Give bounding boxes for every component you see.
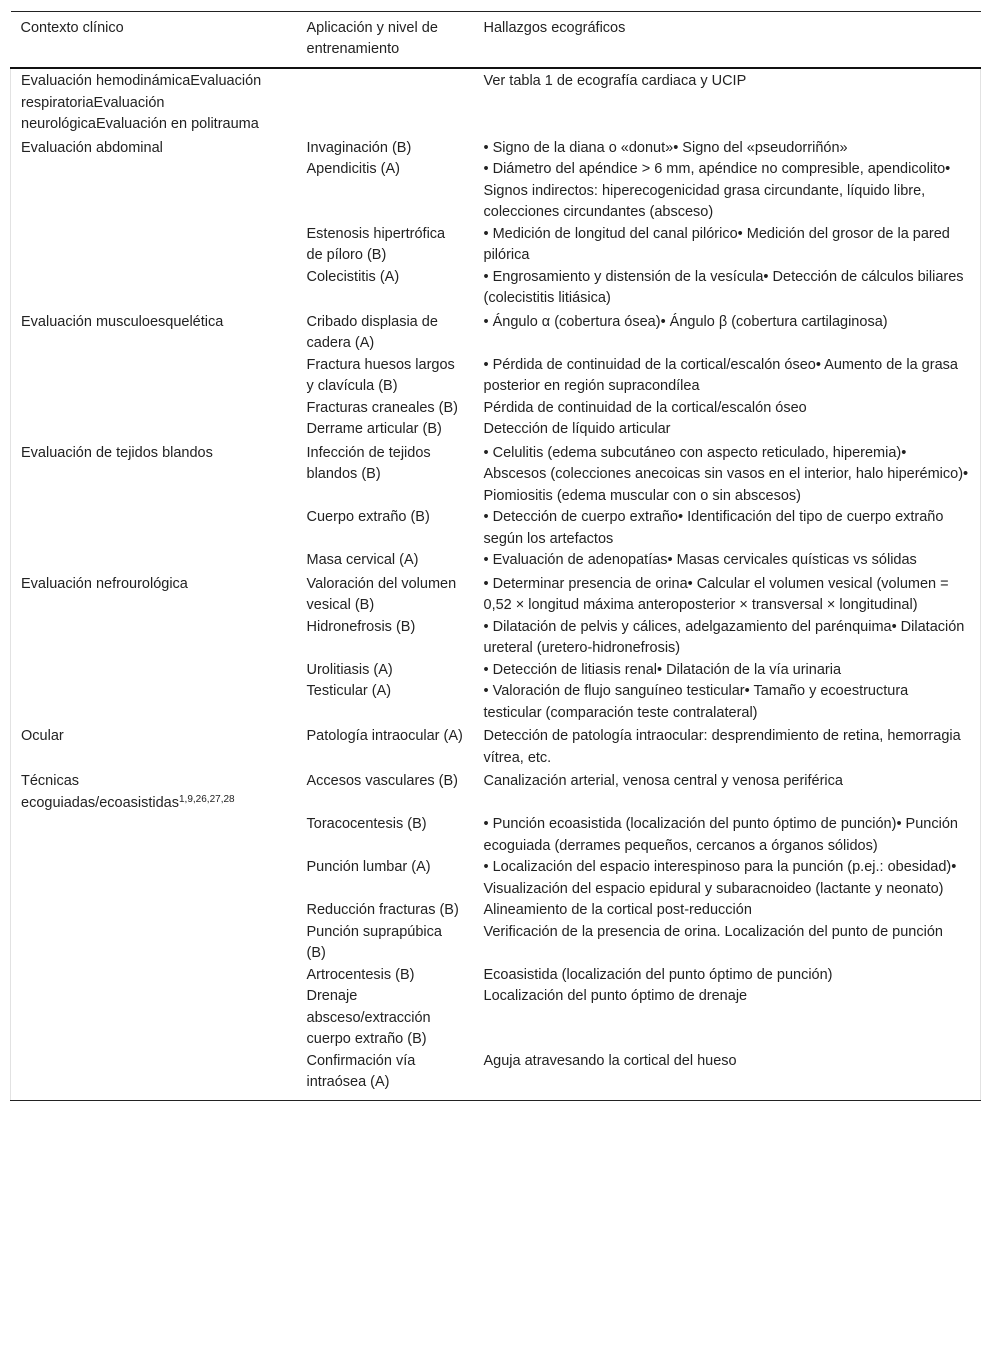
table-body [11, 68, 981, 1100]
cell-application-level [297, 267, 474, 310]
cell-clinical-context [11, 355, 297, 398]
cell-ultrasound-findings-text: • Celulitis (edema subcutáneo con aspecto reticulado, hiperemia)• Abscesos (colecciones anecoicas sin vasos en el interior, halo hiperémico)• Piomiositis (edema muscular con o sin abscesos) [483, 444, 969, 504]
cell-clinical-context [11, 922, 297, 965]
cell-clinical-context [11, 507, 297, 550]
cell-application-level [297, 572, 474, 617]
cell-application-level [297, 1051, 474, 1101]
cell-application-level-text: Infección de tejidos blandos (B) [306, 444, 431, 482]
cell-clinical-context [11, 769, 297, 814]
table-row [11, 681, 981, 724]
table-row [11, 159, 981, 224]
cell-ultrasound-findings-text: Ver tabla 1 de ecografía cardiaca y UCIP [483, 73, 747, 89]
cell-ultrasound-findings [474, 419, 981, 441]
cell-clinical-context [11, 617, 297, 660]
cell-ultrasound-findings [474, 159, 981, 224]
cell-clinical-context-text: Evaluación nefrourológica [21, 575, 188, 592]
cell-application-level [297, 355, 474, 398]
table-row [11, 550, 981, 572]
cell-ultrasound-findings-text: Ecoasistida (localización del punto óptimo de punción) [483, 966, 833, 983]
cell-application-level-text: Confirmación vía intraósea (A) [306, 1052, 416, 1090]
table-row [11, 507, 981, 550]
cell-clinical-context [11, 224, 297, 267]
cell-application-level [297, 68, 474, 136]
cell-clinical-context [11, 1051, 297, 1101]
table-row [11, 1051, 981, 1101]
cell-clinical-context-text: Evaluación de tejidos blandos [21, 444, 213, 461]
cell-ultrasound-findings-text: Alineamiento de la cortical post-reducción [483, 902, 752, 918]
cell-application-level-text: Invaginación (B) [306, 139, 412, 156]
cell-ultrasound-findings-text: • Detección de litiasis renal• Dilatación de la vía urinaria [483, 661, 842, 678]
cell-ultrasound-findings [474, 550, 981, 572]
cell-clinical-context [11, 310, 297, 355]
table-row [11, 617, 981, 660]
table-row [11, 572, 981, 617]
cell-application-level [297, 900, 474, 922]
cell-application-level-text: Fracturas craneales (B) [306, 399, 458, 416]
cell-ultrasound-findings [474, 724, 981, 769]
cell-ultrasound-findings-text: • Dilatación de pelvis y cálices, adelgazamiento del parénquima• Dilatación ureteral (uretero-hidronefrosis) [483, 618, 965, 656]
cell-clinical-context [11, 441, 297, 508]
cell-ultrasound-findings [474, 900, 981, 922]
table-row [11, 136, 981, 160]
cell-application-level-text: Accesos vasculares (B) [306, 773, 458, 789]
cell-ultrasound-findings [474, 310, 981, 355]
table-row [11, 68, 981, 136]
header-ultrasound-findings: Hallazgos ecográficos [483, 20, 626, 36]
cell-clinical-context [11, 857, 297, 900]
cell-clinical-context-text: Técnicas ecoguiadas/ecoasistidas [21, 773, 179, 811]
cell-application-level-text: Testicular (A) [306, 683, 392, 699]
cell-ultrasound-findings [474, 965, 981, 987]
cell-clinical-context [11, 136, 297, 160]
cell-ultrasound-findings [474, 617, 981, 660]
cell-ultrasound-findings-text: Aguja atravesando la cortical del hueso [483, 1052, 737, 1069]
cell-application-level [297, 681, 474, 724]
cell-ultrasound-findings-text: • Medición de longitud del canal pilórico• Medición del grosor de la pared pilórica [483, 225, 950, 263]
cell-ultrasound-findings-text: • Pérdida de continuidad de la cortical/escalón óseo• Aumento de la grasa posterior en región supracondílea [483, 356, 958, 394]
cell-clinical-context-text: Evaluación hemodinámicaEvaluación respiratoriaEvaluación neurológicaEvaluación en politrauma [21, 73, 262, 132]
table-row [11, 965, 981, 987]
header-row [11, 12, 981, 69]
cell-application-level-text: Estenosis hipertrófica de píloro (B) [306, 225, 446, 263]
cell-application-level-text: Valoración del volumen vesical (B) [306, 575, 457, 613]
cell-application-level-text: Colecistitis (A) [306, 268, 400, 285]
cell-ultrasound-findings-text: • Ángulo α (cobertura ósea)• Ángulo β (cobertura cartilaginosa) [483, 313, 888, 330]
cell-application-level [297, 224, 474, 267]
clinical-ultrasound-table [10, 11, 981, 1101]
cell-clinical-context [11, 724, 297, 769]
table-row [11, 355, 981, 398]
cell-ultrasound-findings [474, 224, 981, 267]
cell-clinical-context [11, 900, 297, 922]
cell-ultrasound-findings [474, 355, 981, 398]
cell-application-level-text: Punción lumbar (A) [306, 859, 431, 875]
cell-application-level [297, 857, 474, 900]
cell-ultrasound-findings-text: • Determinar presencia de orina• Calcular el volumen vesical (volumen = 0,52 × longitud máxima anteroposterior × transversal × longitudinal) [483, 575, 949, 613]
cell-ultrasound-findings [474, 857, 981, 900]
cell-ultrasound-findings-text: • Punción ecoasistida (localización del punto óptimo de punción)• Punción ecoguiada (derrames pequeños, cercanos a órganos sólidos) [483, 816, 958, 854]
cell-clinical-context [11, 814, 297, 857]
cell-ultrasound-findings [474, 507, 981, 550]
cell-application-level-text: Punción suprapúbica (B) [306, 923, 442, 961]
cell-application-level [297, 660, 474, 682]
cell-application-level-text: Hidronefrosis (B) [306, 618, 416, 635]
table-row [11, 814, 981, 857]
cell-application-level-text: Derrame articular (B) [306, 421, 442, 437]
cell-application-level-text: Masa cervical (A) [306, 552, 419, 568]
cell-clinical-context [11, 986, 297, 1051]
table-row [11, 441, 981, 508]
cell-ultrasound-findings-text: Localización del punto óptimo de drenaje [483, 988, 748, 1004]
cell-ultrasound-findings [474, 660, 981, 682]
cell-ultrasound-findings-text: Detección de líquido articular [483, 421, 671, 437]
cell-clinical-context [11, 550, 297, 572]
cell-ultrasound-findings-text: • Diámetro del apéndice > 6 mm, apéndice no compresible, apendicolito• Signos indirectos: hiperecogenicidad grasa circundante, líquido libre, colecciones circundantes (absceso) [483, 161, 951, 220]
cell-ultrasound-findings [474, 267, 981, 310]
clinical-ultrasound-table-container [10, 11, 981, 1101]
table-row [11, 724, 981, 769]
cell-clinical-context [11, 68, 297, 136]
cell-clinical-context-text: Evaluación abdominal [21, 139, 163, 156]
cell-application-level [297, 965, 474, 987]
cell-clinical-context-text: Ocular [21, 728, 64, 744]
table-row [11, 419, 981, 441]
cell-clinical-context-text: Evaluación musculoesquelética [21, 313, 224, 330]
cell-clinical-context [11, 660, 297, 682]
cell-application-level [297, 814, 474, 857]
cell-clinical-context [11, 267, 297, 310]
cell-application-level [297, 310, 474, 355]
cell-ultrasound-findings-text: • Localización del espacio interespinoso para la punción (p.ej.: obesidad)• Visualización del espacio epidural y subaracnoideo (lactante y neonato) [483, 859, 957, 897]
cell-ultrasound-findings [474, 769, 981, 814]
table-row [11, 986, 981, 1051]
cell-application-level [297, 769, 474, 814]
cell-ultrasound-findings [474, 814, 981, 857]
cell-ultrasound-findings [474, 136, 981, 160]
cell-application-level-text: Cribado displasia de cadera (A) [306, 313, 438, 351]
cell-clinical-context [11, 572, 297, 617]
cell-application-level [297, 136, 474, 160]
cell-ultrasound-findings-text: Pérdida de continuidad de la cortical/escalón óseo [483, 399, 807, 416]
cell-ultrasound-findings [474, 398, 981, 420]
cell-ultrasound-findings-text: Verificación de la presencia de orina. Localización del punto de punción [483, 923, 943, 940]
cell-application-level [297, 724, 474, 769]
cell-ultrasound-findings-text: Detección de patología intraocular: desprendimiento de retina, hemorragia vítrea, etc. [483, 728, 961, 766]
cell-application-level-text: Apendicitis (A) [306, 161, 400, 177]
cell-ultrasound-findings-text: • Evaluación de adenopatías• Masas cervicales quísticas vs sólidas [483, 552, 917, 568]
cell-application-level-text: Fractura huesos largos y clavícula (B) [306, 356, 455, 394]
cell-application-level [297, 550, 474, 572]
cell-clinical-context [11, 965, 297, 987]
table-header [11, 12, 981, 69]
cell-application-level-text: Cuerpo extraño (B) [306, 509, 430, 525]
cell-ultrasound-findings-text: • Detección de cuerpo extraño• Identificación del tipo de cuerpo extraño según los artefactos [483, 509, 944, 547]
cell-application-level-text: Artrocentesis (B) [306, 966, 415, 983]
cell-ultrasound-findings [474, 922, 981, 965]
cell-ultrasound-findings [474, 681, 981, 724]
cell-ultrasound-findings-text: • Valoración de flujo sanguíneo testicular• Tamaño y ecoestructura testicular (comparación teste contralateral) [483, 683, 909, 721]
table-row [11, 900, 981, 922]
reference-superscript: 1,9,26,27,28 [179, 793, 235, 805]
header-application-level: Aplicación y nivel de entrenamiento [306, 20, 438, 57]
cell-ultrasound-findings-text: • Engrosamiento y distensión de la vesícula• Detección de cálculos biliares (colecistitis litiásica) [483, 268, 964, 306]
cell-clinical-context [11, 419, 297, 441]
cell-application-level [297, 507, 474, 550]
cell-application-level-text: Toracocentesis (B) [306, 816, 427, 832]
table-row [11, 922, 981, 965]
table-row [11, 398, 981, 420]
cell-ultrasound-findings [474, 1051, 981, 1101]
cell-clinical-context [11, 398, 297, 420]
cell-application-level-text: Urolitiasis (A) [306, 661, 393, 678]
cell-application-level [297, 922, 474, 965]
table-row [11, 857, 981, 900]
table-row [11, 267, 981, 310]
header-clinical-context: Contexto clínico [20, 20, 124, 36]
cell-application-level [297, 398, 474, 420]
cell-ultrasound-findings [474, 986, 981, 1051]
cell-ultrasound-findings [474, 572, 981, 617]
cell-application-level-text: Drenaje absceso/extracción cuerpo extraño (B) [306, 988, 431, 1047]
cell-ultrasound-findings-text: • Signo de la diana o «donut»• Signo del «pseudorriñón» [483, 139, 848, 156]
cell-application-level [297, 419, 474, 441]
cell-application-level [297, 441, 474, 508]
cell-ultrasound-findings [474, 441, 981, 508]
table-row [11, 224, 981, 267]
cell-application-level [297, 986, 474, 1051]
cell-clinical-context [11, 159, 297, 224]
cell-application-level [297, 159, 474, 224]
cell-ultrasound-findings-text: Canalización arterial, venosa central y venosa periférica [483, 773, 843, 789]
cell-application-level [297, 617, 474, 660]
cell-clinical-context [11, 681, 297, 724]
cell-application-level-text: Reducción fracturas (B) [306, 902, 459, 918]
cell-ultrasound-findings [474, 68, 981, 136]
table-row [11, 310, 981, 355]
cell-application-level-text: Patología intraocular (A) [306, 728, 463, 744]
table-row [11, 769, 981, 814]
table-row [11, 660, 981, 682]
